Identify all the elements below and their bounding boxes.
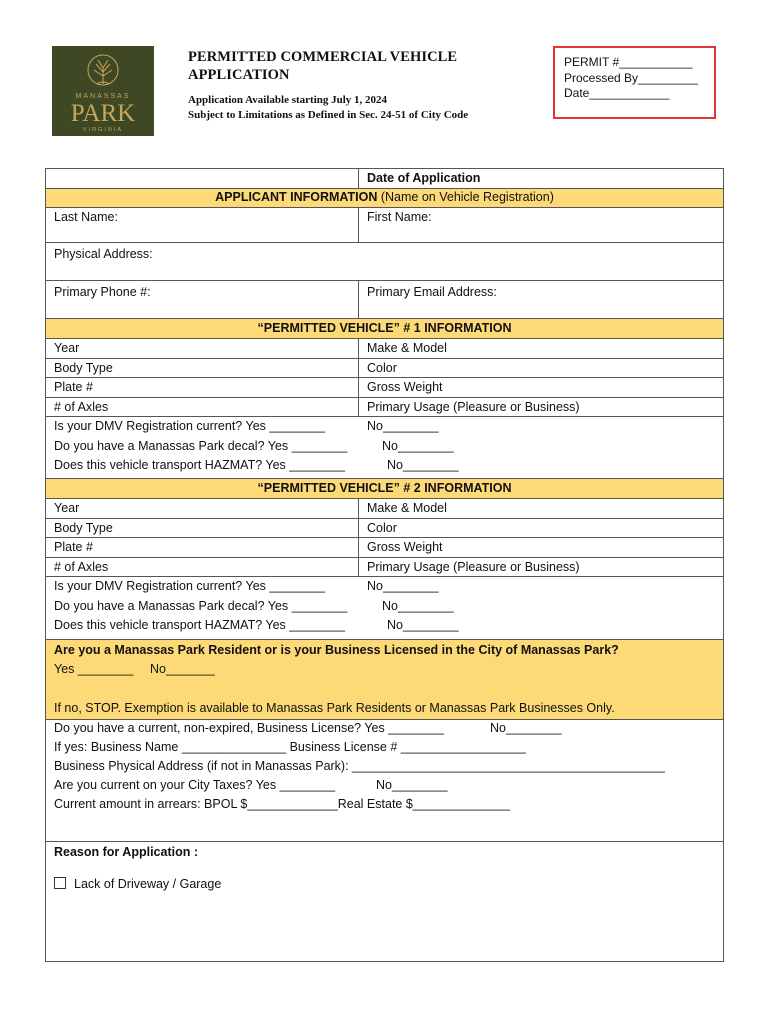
vehicle-1-make-model-field[interactable]: Make & Model [367,341,447,355]
processed-by-field[interactable]: Processed By_________ [564,70,699,85]
permit-number-field[interactable]: PERMIT #___________ [564,55,693,69]
business-license-question[interactable]: Do you have a current, non-expired, Business License? Yes ________ [54,721,444,735]
manassas-park-logo [52,46,154,136]
reason-section [46,841,723,961]
name-row [46,207,723,242]
document-header [188,48,538,123]
title-line-1: PERMITTED COMMERCIAL VEHICLE [188,49,458,65]
last-name-field[interactable]: Last Name: [54,210,118,224]
reason-option-driveway[interactable] [54,875,221,895]
vehicle-1-decal-no[interactable]: No________ [382,438,454,453]
vehicle-1-color-field[interactable]: Color [367,360,397,375]
permit-date-field[interactable]: Date____________ [564,86,670,100]
city-taxes-question[interactable]: Are you current on your City Taxes? Yes ________ [54,778,336,792]
vehicle-2-color-field[interactable]: Color [367,520,397,535]
checkbox-icon[interactable] [54,877,66,889]
vehicle-2-row [46,498,723,518]
applicant-info-header [46,188,723,207]
vehicle-1-body-type-field[interactable]: Body Type [54,360,113,375]
vehicle-1-axles-field[interactable]: # of Axles [54,399,109,414]
residency-yes[interactable]: Yes ________ [54,662,134,676]
vehicle-1-hazmat-no[interactable]: No________ [387,458,459,472]
business-license-no[interactable]: No________ [490,721,562,735]
vehicle-2-decal-question[interactable]: Do you have a Manassas Park decal? Yes ________ [54,598,348,613]
vehicle-2-year-field[interactable]: Year [54,501,80,515]
vehicle-2-row [46,537,723,557]
vehicle-1-gross-weight-field[interactable]: Gross Weight [367,380,443,394]
vehicle-2-gross-weight-field[interactable]: Gross Weight [367,540,443,554]
vehicle-2-header [46,478,723,498]
reason-label: Reason for Application : [54,845,198,859]
residency-stop-note: If no, STOP. Exemption is available to Manassas Park Residents or Manassas Park Businesses Only. [54,701,615,715]
vehicle-1-row [46,358,723,378]
vehicle-2-dmv-question[interactable]: Is your DMV Registration current? Yes ________ [54,579,325,593]
first-name-field[interactable]: First Name: [367,210,432,224]
business-section [46,719,723,841]
applicant-header-bold: APPLICANT INFORMATION [215,190,378,204]
vehicle-2-axles-field[interactable]: # of Axles [54,559,109,574]
vehicle-1-usage-field[interactable]: Primary Usage (Pleasure or Business) [367,399,580,414]
vehicle-2-questions [46,576,723,639]
application-form [45,168,724,962]
vehicle-2-hazmat-question[interactable]: Does this vehicle transport HAZMAT? Yes ________ [54,618,345,632]
vehicle-1-plate-field[interactable]: Plate # [54,380,93,394]
residency-question: Are you a Manassas Park Resident or is your Business Licensed in the City of Manassas Park? [54,643,619,657]
contact-row [46,280,723,318]
applicant-header-note: (Name on Vehicle Registration) [377,190,554,204]
logo-text-manassas: MANASSAS [75,93,131,100]
vehicle-1-row [46,397,723,417]
primary-email-field[interactable]: Primary Email Address: [367,285,497,299]
vehicle-1-header [46,318,723,338]
applicant-header-text [46,188,723,208]
vehicle-2-body-type-field[interactable]: Body Type [54,520,113,535]
address-row [46,242,723,280]
vehicle-1-questions [46,416,723,478]
business-name-field[interactable]: If yes: Business Name _______________ Business License # __________________ [54,740,526,754]
city-taxes-no[interactable]: No________ [376,778,448,792]
date-of-application-field[interactable]: Date of Application [367,171,481,185]
physical-address-field[interactable]: Physical Address: [54,247,153,261]
subtitle-availability: Application Available starting July 1, 2024 [188,94,388,106]
subtitle-limitations: Subject to Limitations as Defined in Sec. 24-51 of City Code [188,109,469,121]
vehicle-1-row [46,338,723,358]
vehicle-1-decal-question[interactable]: Do you have a Manassas Park decal? Yes ________ [54,438,348,453]
vehicle-1-dmv-question[interactable]: Is your DMV Registration current? Yes ________ [54,419,325,433]
vehicle-2-row [46,518,723,538]
title-line-2: APPLICATION [188,67,290,83]
vehicle-2-hazmat-no[interactable]: No________ [387,618,459,632]
logo-text-virginia: VIRGINIA [82,127,124,133]
reason-option-label: Lack of Driveway / Garage [74,877,222,891]
logo-text-park: PARK [70,100,136,127]
vehicle-2-make-model-field[interactable]: Make & Model [367,501,447,515]
vehicle-2-plate-field[interactable]: Plate # [54,540,93,554]
vehicle-2-decal-no[interactable]: No________ [382,598,454,613]
business-address-field[interactable]: Business Physical Address (if not in Manassas Park): _____________________________________________ [54,759,665,773]
residency-no[interactable]: No_______ [150,662,215,676]
vehicle-1-row [46,377,723,397]
arrears-field[interactable]: Current amount in arrears: BPOL $_____________Real Estate $______________ [54,797,511,811]
vehicle-2-row [46,557,723,577]
vehicle-2-dmv-no[interactable]: No________ [367,579,439,593]
vehicle-1-year-field[interactable]: Year [54,341,80,355]
primary-phone-field[interactable]: Primary Phone #: [54,285,151,299]
vehicle-1-dmv-no[interactable]: No________ [367,419,439,433]
residency-section [46,639,723,719]
vehicle-2-header-text: “PERMITTED VEHICLE” # 2 INFORMATION [257,481,512,495]
vehicle-1-hazmat-question[interactable]: Does this vehicle transport HAZMAT? Yes ________ [54,458,345,472]
vehicle-1-header-text: “PERMITTED VEHICLE” # 1 INFORMATION [257,321,512,335]
date-row [46,169,723,188]
office-use-box [553,46,716,119]
vehicle-2-usage-field[interactable]: Primary Usage (Pleasure or Business) [367,559,580,574]
